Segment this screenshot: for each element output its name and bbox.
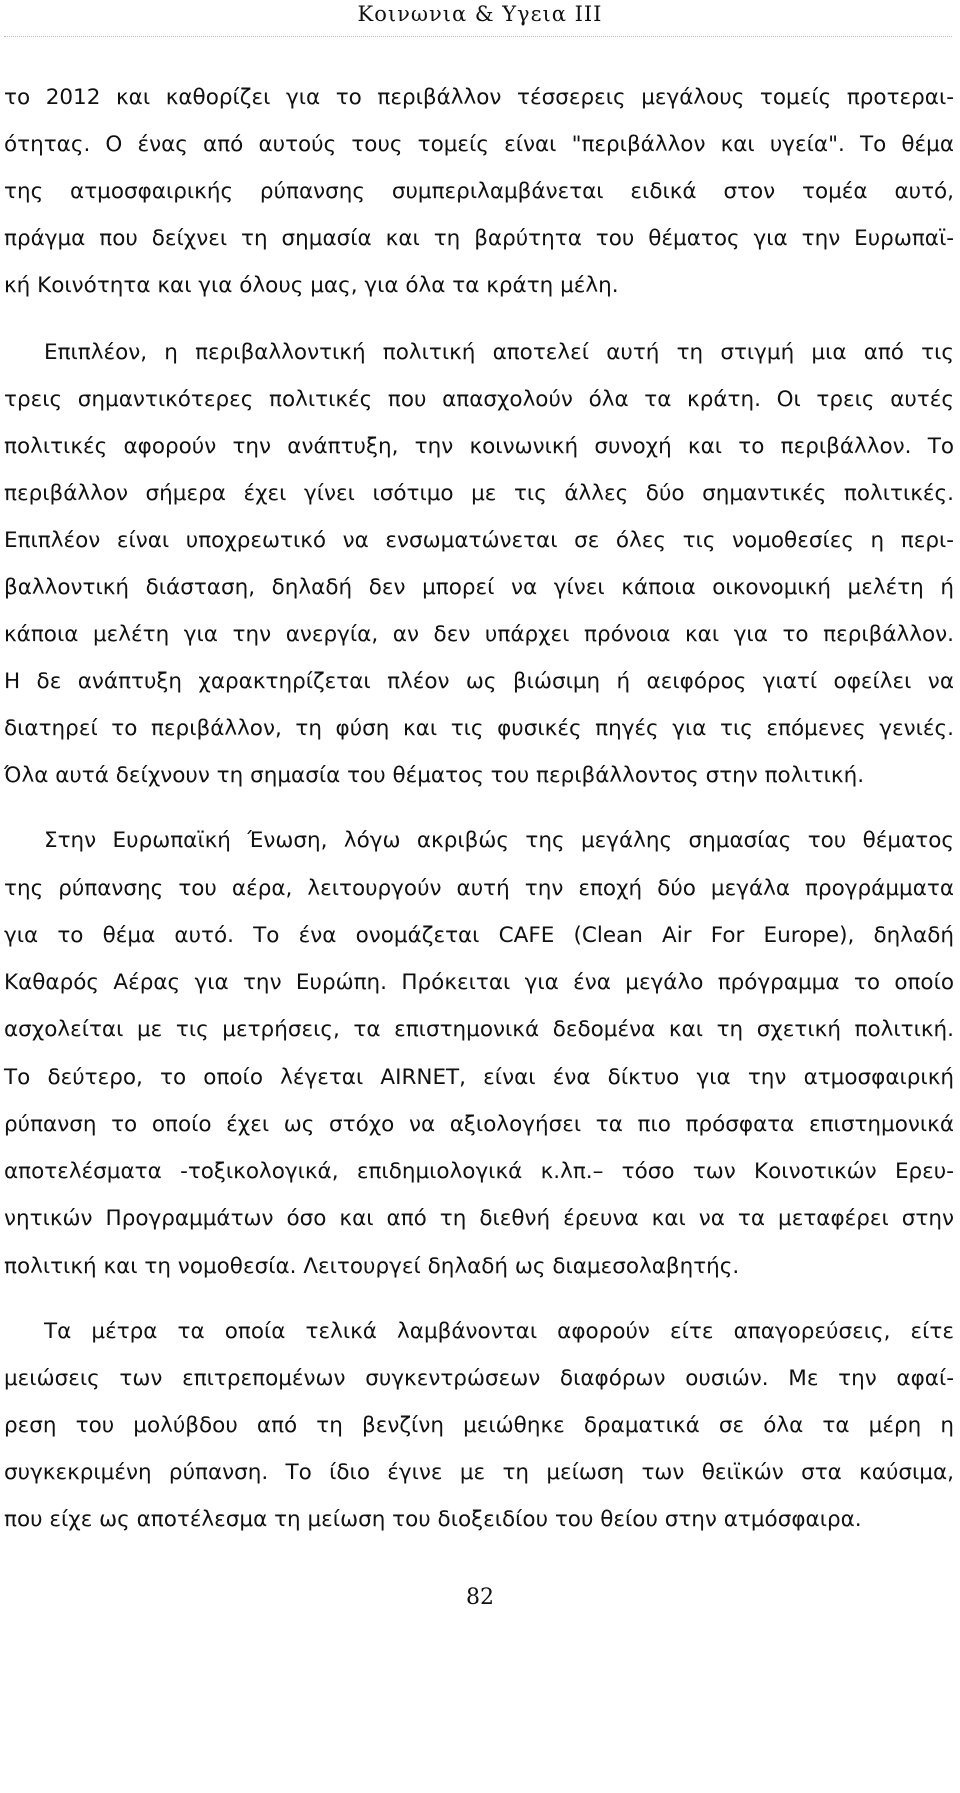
text-line: βαλλοντική διάσταση, δηλαδή δεν μπορεί να γίνει κάποια οικονομική μελέτη ή bbox=[4, 575, 954, 600]
text-line: περιβάλλον σήμερα έχει γίνει ισότιμο με τις άλλες δύο σημαντικές πολιτικές. bbox=[4, 481, 954, 506]
page-number: 82 bbox=[466, 1585, 494, 1610]
text-line: της ρύπανσης του αέρα, λειτουργούν αυτή την εποχή δύο μεγάλα προγράμματα bbox=[4, 876, 954, 901]
header-divider bbox=[4, 36, 952, 37]
text-line: Καθαρός Αέρας για την Ευρώπη. Πρόκειται για ένα μεγάλο πρόγραμμα το οποίο bbox=[4, 970, 954, 995]
text-line: το 2012 και καθορίζει για το περιβάλλον τέσσερεις μεγάλους τομείς προτεραι- bbox=[4, 85, 954, 110]
running-header bbox=[0, 0, 960, 26]
text-line: που είχε ως αποτέλεσμα τη μείωση του διοξειδίου του θείου στην ατμόσφαιρα. bbox=[4, 1507, 862, 1532]
text-line: για το θέμα αυτό. Το ένα ονομάζεται CAFE (Clean Air For Europe), δηλαδή bbox=[4, 923, 954, 948]
text-line: ότητας. Ο ένας από αυτούς τους τομείς είναι "περιβάλλον και υγεία". Το θέμα bbox=[4, 132, 954, 157]
text-line: πολιτική και τη νομοθεσία. Λειτουργεί δηλαδή ως διαμεσολαβητής. bbox=[4, 1254, 740, 1279]
text-line: Η δε ανάπτυξη χαρακτηρίζεται πλέον ως βιώσιμη ή αειφόρος γιατί οφείλει να bbox=[4, 669, 954, 694]
text-line: αποτελέσματα -τοξικολογικά, επιδημιολογικά κ.λπ.– τόσο των Κοινοτικών Ερευ- bbox=[4, 1159, 954, 1184]
text-line: Τα μέτρα τα οποία τελικά λαμβάνονται αφορούν είτε απαγορεύσεις, είτε bbox=[44, 1319, 954, 1344]
text-line: της ατμοσφαιρικής ρύπανσης συμπεριλαμβάνεται ειδικά στον τομέα αυτό, bbox=[4, 179, 954, 204]
text-line: Όλα αυτά δείχνουν τη σημασία του θέματος του περιβάλλοντος στην πολιτική. bbox=[4, 763, 865, 788]
text-line: μειώσεις των επιτρεπομένων συγκεντρώσεων διαφόρων ουσιών. Με την αφαί- bbox=[4, 1366, 954, 1391]
text-line: τρεις σημαντικότερες πολιτικές που απασχολούν όλα τα κράτη. Οι τρεις αυτές bbox=[4, 387, 954, 412]
running-title: Κοινωνια & Υγεια III bbox=[357, 2, 603, 26]
text-line: ρύπανση το οποίο έχει ως στόχο να αξιολογήσει τα πιο πρόσφατα επιστημονικά bbox=[4, 1112, 954, 1137]
text-line: Επιπλέον είναι υποχρεωτικό να ενσωματώνεται σε όλες τις νομοθεσίες η περι- bbox=[4, 528, 954, 553]
text-line: Επιπλέον, η περιβαλλοντική πολιτική αποτελεί αυτή τη στιγμή μια από τις bbox=[44, 340, 954, 365]
text-line: διατηρεί το περιβάλλον, τη φύση και τις φυσικές πηγές για τις επόμενες γενιές. bbox=[4, 716, 954, 741]
text-line: Στην Ευρωπαϊκή Ένωση, λόγω ακριβώς της μεγάλης σημασίας του θέματος bbox=[44, 828, 954, 853]
text-line: κή Κοινότητα και για όλους μας, για όλα τα κράτη μέλη. bbox=[4, 273, 619, 298]
text-line: ρεση του μολύβδου από τη βενζίνη μειώθηκε δραματικά σε όλα τα μέρη η bbox=[4, 1413, 954, 1438]
text-line: Το δεύτερο, το οποίο λέγεται AIRNET, είναι ένα δίκτυο για την ατμοσφαιρική bbox=[4, 1065, 954, 1090]
text-line: συγκεκριμένη ρύπανση. Το ίδιο έγινε με τη μείωση των θειϊκών στα καύσιμα, bbox=[4, 1460, 954, 1485]
text-line: πράγμα που δείχνει τη σημασία και τη βαρύτητα του θέματος για την Ευρωπαϊ- bbox=[4, 226, 954, 251]
text-line: ασχολείται με τις μετρήσεις, τα επιστημονικά δεδομένα και τη σχετική πολιτική. bbox=[4, 1017, 954, 1042]
text-line: νητικών Προγραμμάτων όσο και από τη διεθνή έρευνα και να τα μεταφέρει στην bbox=[4, 1206, 954, 1231]
text-line: πολιτικές αφορούν την ανάπτυξη, την κοινωνική συνοχή και το περιβάλλον. Το bbox=[4, 434, 954, 459]
text-line: κάποια μελέτη για την ανεργία, αν δεν υπάρχει πρόνοια και για το περιβάλλον. bbox=[4, 622, 954, 647]
